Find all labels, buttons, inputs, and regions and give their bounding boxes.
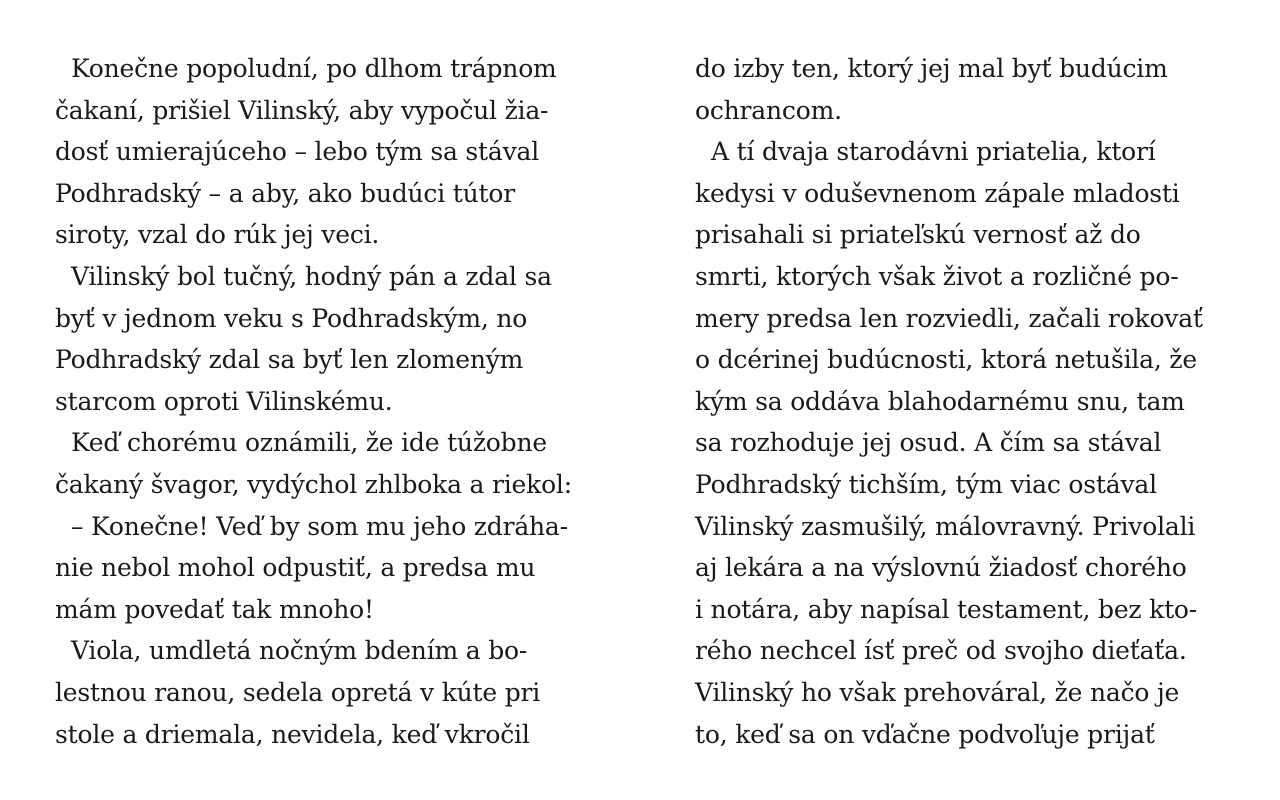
text-line: A tí dvaja starodávni priatelia, ktorí <box>711 137 1156 167</box>
text-line: aj lekára a na výslovnú žiadosť chorého <box>695 553 1187 583</box>
text-line: sa rozhoduje jej osud. A čím sa stával <box>695 428 1162 458</box>
text-line: Podhradský tichším, tým viac ostával <box>695 469 1157 499</box>
text-line: dosť umierajúceho – lebo tým sa stával <box>55 137 540 167</box>
text-line: mery predsa len rozviedli, začali rokovať <box>695 303 1203 333</box>
text-line: o dcérinej budúcnosti, ktorá netušila, že <box>695 345 1197 375</box>
text-line: čakaný švagor, vydýchol zhlboka a riekol: <box>55 469 572 499</box>
text-line: siroty, vzal do rúk jej veci. <box>55 220 380 250</box>
text-line: i notára, aby napísal testament, bez kto- <box>695 594 1198 624</box>
text-line: kedysi v oduševnenom zápale mladosti <box>695 178 1180 208</box>
text-line: čakaní, prišiel Vilinský, aby vypočul žia- <box>55 95 549 125</box>
text-line: stole a driemala, nevidela, keď vkročil <box>55 719 530 749</box>
text-line: kým sa oddáva blahodarnému snu, tam <box>695 386 1185 416</box>
text-line: Vilinský ho však prehováral, že načo je <box>695 677 1180 707</box>
left-page-column[interactable] <box>55 48 615 755</box>
text-line: Konečne popoludní, po dlhom trápnom <box>71 54 557 83</box>
text-line: Vilinský bol tučný, hodný pán a zdal sa <box>71 261 552 291</box>
text-line: Keď chorému oznámili, že ide túžobne <box>71 428 547 458</box>
text-line: Vilinský zasmušilý, málovravný. Privolali <box>695 511 1196 541</box>
text-line: rého nechcel ísť preč od svojho dieťaťa. <box>695 636 1187 666</box>
text-line: ochrancom. <box>695 95 842 125</box>
text-line: byť v jednom veku s Podhradským, no <box>55 303 528 333</box>
text-line: to, keď sa on vďačne podvoľuje prijať <box>695 719 1155 749</box>
text-line: Podhradský – a aby, ako budúci tútor <box>55 178 515 208</box>
text-line: starcom oproti Vilinskému. <box>55 386 393 416</box>
text-line: nie nebol mohol odpustiť, a predsa mu <box>55 553 536 583</box>
text-line: Podhradský zdal sa byť len zlomeným <box>55 345 524 375</box>
text-line: prisahali si priateľskú vernosť až do <box>695 220 1141 250</box>
text-line: mám povedať tak mnoho! <box>55 594 374 624</box>
right-page-column[interactable] <box>695 48 1255 755</box>
text-line: lestnou ranou, sedela opretá v kúte pri <box>55 677 541 707</box>
text-line: Viola, umdletá nočným bdením a bo- <box>71 636 528 666</box>
text-line: smrti, ktorých však život a rozličné po- <box>695 261 1179 291</box>
text-line: – Konečne! Veď by som mu jeho zdráha- <box>71 511 568 541</box>
text-line: do izby ten, ktorý jej mal byť budúcim <box>695 54 1168 83</box>
